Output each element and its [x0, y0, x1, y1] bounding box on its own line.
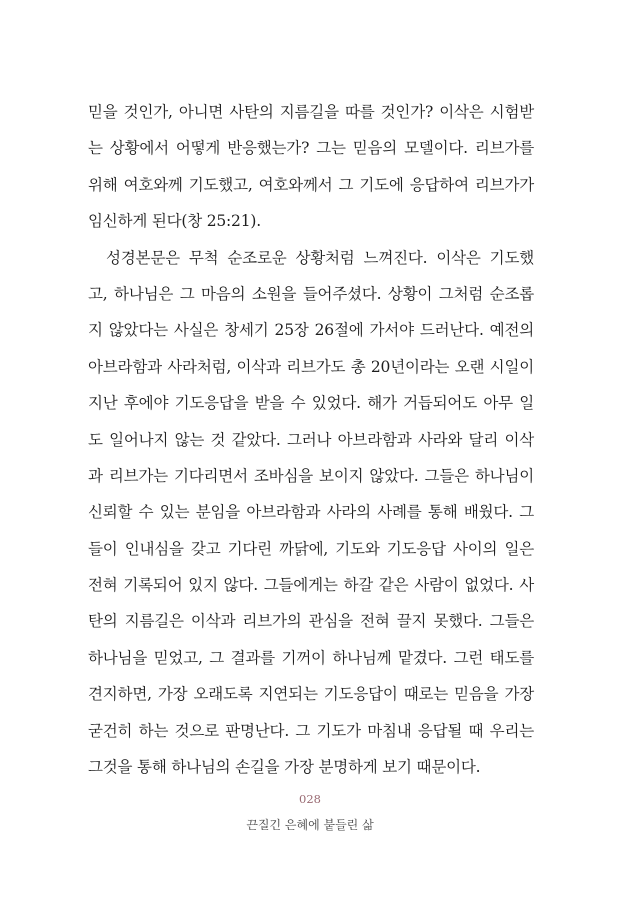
text-line: 위해 여호와께 기도했고, 여호와께서 그 기도에 응답하여 리브가가: [88, 175, 534, 194]
text-line: 임신하게 된다(창 25:21).: [88, 212, 261, 231]
text-line: 들이 인내심을 갖고 기다린 까닭에, 기도와 기도응답 사이의 일은: [88, 539, 534, 558]
text-line: 믿을 것인가, 아니면 사탄의 지름길을 따를 것인가? 이삭은 시험받: [88, 103, 534, 121]
text-line: 전혀 기록되어 있지 않다. 그들에게는 하갈 같은 사람이 없었다. 사: [88, 576, 534, 595]
running-title: 끈질긴 은혜에 붙들린 삶: [246, 818, 374, 832]
text-line: 지난 후에야 기도응답을 받을 수 있었다. 해가 거듭되어도 아무 일: [88, 394, 534, 413]
text-line: 하나님을 믿었고, 그 결과를 기꺼이 하나님께 맡겼다. 그런 태도를: [88, 648, 534, 667]
text-line: 굳건히 하는 것으로 판명난다. 그 기도가 마침내 응답될 때 우리는: [88, 721, 534, 740]
text-line: 신뢰할 수 있는 분임을 아브라함과 사라의 사례를 통해 배웠다. 그: [88, 503, 534, 522]
text-line-paragraph-start: 성경본문은 무척 순조로운 상황처럼 느껴진다. 이삭은 기도했: [106, 248, 534, 267]
text-line: 아브라함과 사라처럼, 이삭과 리브가도 총 20년이라는 오랜 시일이: [88, 357, 534, 376]
text-line: 지 않았다는 사실은 창세기 25장 26절에 가서야 드러난다. 예전의: [88, 321, 534, 340]
text-line: 는 상황에서 어떻게 반응했는가? 그는 믿음의 모델이다. 리브가를: [88, 139, 534, 158]
text-line: 도 일어나지 않는 것 같았다. 그러나 아브라함과 사라와 달리 이삭: [88, 430, 534, 449]
text-line: 탄의 지름길은 이삭과 리브가의 관심을 전혀 끌지 못했다. 그들은: [88, 612, 534, 631]
page-number: 028: [299, 792, 321, 806]
text-line: 고, 하나님은 그 마음의 소원을 들어주셨다. 상황이 그처럼 순조롭: [88, 284, 534, 303]
text-line: 과 리브가는 기다리면서 조바심을 보이지 않았다. 그들은 하나님이: [88, 466, 534, 485]
text-line: 그것을 통해 하나님의 손길을 가장 분명하게 보기 때문이다.: [88, 758, 481, 777]
body-text: [88, 94, 534, 785]
text-line: 견지하면, 가장 오래도록 지연되는 기도응답이 때로는 믿음을 가장: [88, 685, 534, 704]
